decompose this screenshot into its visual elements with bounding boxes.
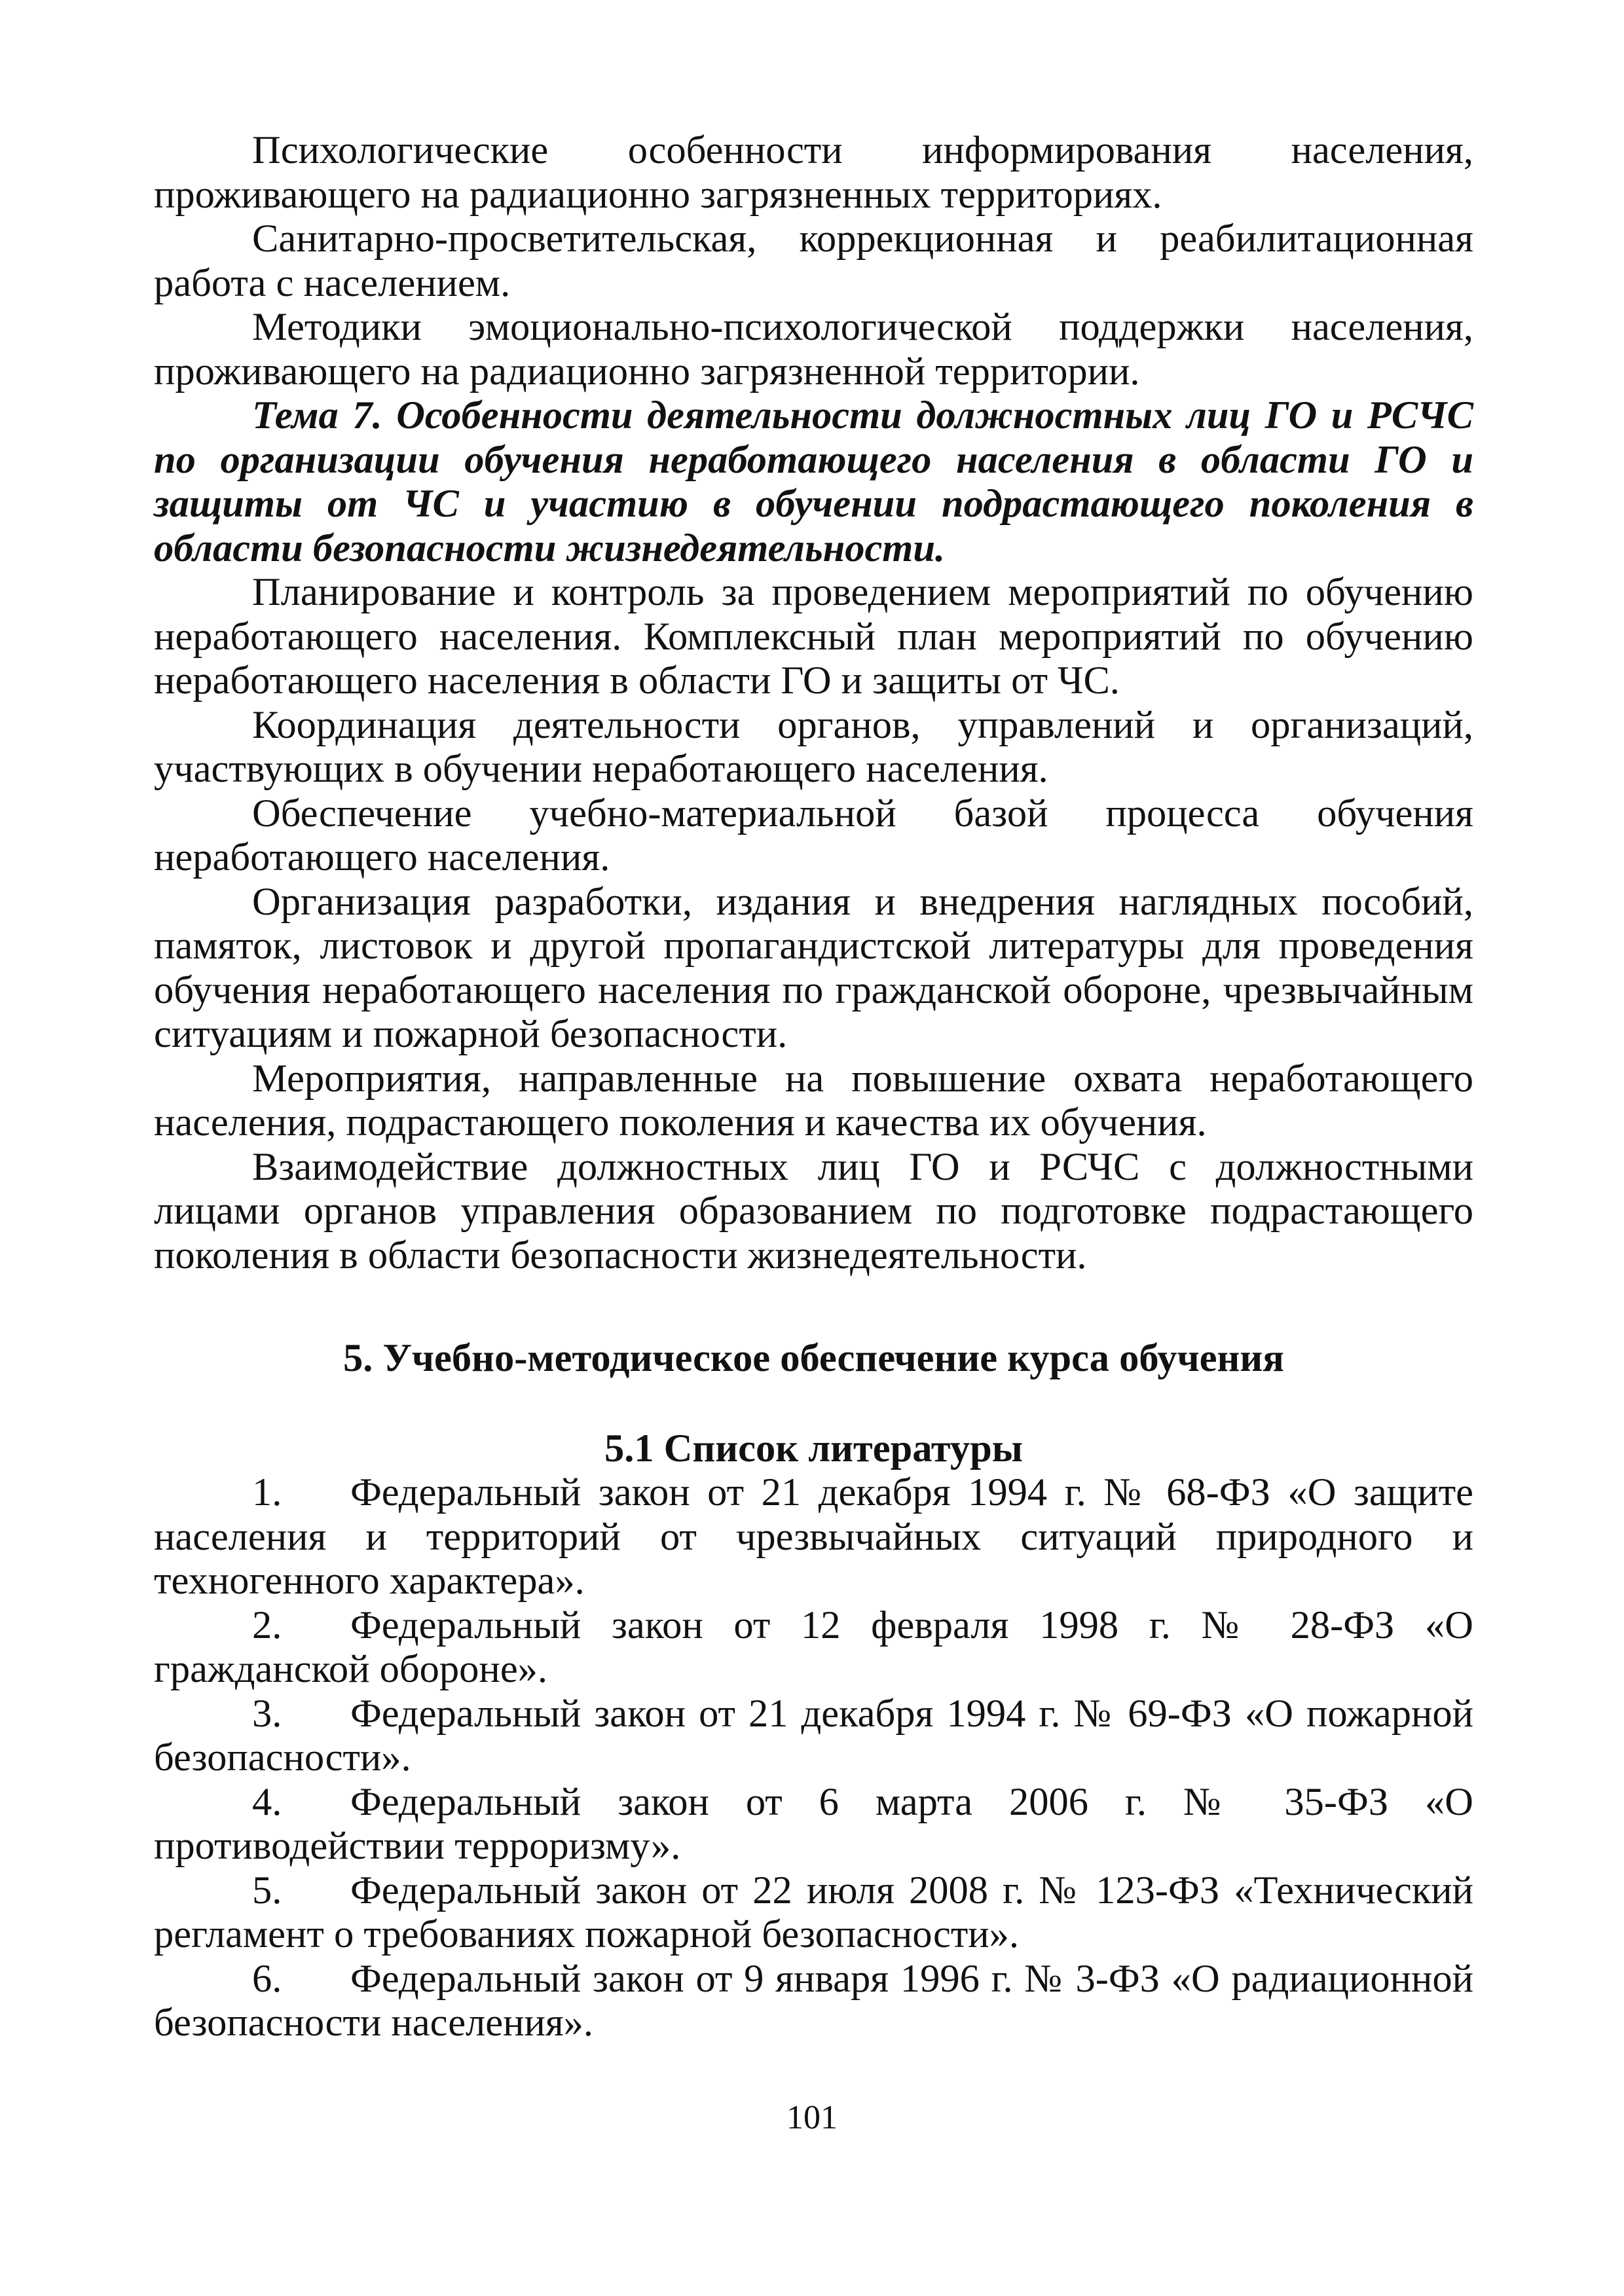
paragraph-planning-control: Планирование и контроль за проведением мероприятий по обучению неработающего населения. Комплексный план мероприятий по обучению неработающего населения в области ГО и защиты от ЧС. — [154, 570, 1473, 702]
paragraph-psychological-support: Методики эмоционально-психологической поддержки населения, проживающего на радиационно загрязненной территории. — [154, 305, 1473, 393]
reference-text: Федеральный закон от 6 марта 2006 г. № 35-ФЗ «О противодействии терроризму». — [154, 1779, 1473, 1868]
paragraph-interaction-education: Взаимодействие должностных лиц ГО и РСЧС с должностными лицами органов управления образованием по подготовке подрастающего поколения в области безопасности жизнедеятельности. — [154, 1144, 1473, 1277]
reference-number: 6. — [252, 1956, 282, 2001]
reference-item — [154, 1780, 1473, 1868]
reference-text: Федеральный закон от 22 июля 2008 г. № 123-ФЗ «Технический регламент о требованиях пожарной безопасности». — [154, 1868, 1473, 1956]
reference-number: 3. — [252, 1691, 282, 1736]
paragraph-visual-aids: Организация разработки, издания и внедрения наглядных пособий, памяток, листовок и другой пропагандистской литературы для проведения обучения неработающего населения по гражданской обороне, чрезвычайным ситуациям и пожарной безопасности. — [154, 879, 1473, 1056]
reference-item — [154, 1470, 1473, 1603]
reference-list — [154, 1470, 1473, 2045]
reference-item — [154, 1692, 1473, 1780]
reference-number: 5. — [252, 1868, 282, 1912]
reference-number: 4. — [252, 1779, 282, 1824]
reference-item — [154, 1957, 1473, 2045]
paragraph-coverage-measures: Мероприятия, направленные на повышение охвата неработающего населения, подрастающего поколения и качества их обучения. — [154, 1056, 1473, 1144]
reference-number: 1. — [252, 1470, 282, 1514]
topic-7-heading: Тема 7. Особенности деятельности должностных лиц ГО и РСЧС по организации обучения неработающего населения в области ГО и защиты от ЧС и участию в обучении подрастающего поколения в области безопасности жизнедеятельности. — [154, 393, 1473, 570]
reference-text: Федеральный закон от 21 декабря 1994 г. № 68-ФЗ «О защите населения и территорий от чрезвычайных ситуаций природного и техногенного характера». — [154, 1470, 1473, 1603]
reference-text: Федеральный закон от 21 декабря 1994 г. № 69-ФЗ «О пожарной безопасности». — [154, 1691, 1473, 1779]
reference-item — [154, 1868, 1473, 1957]
reference-text: Федеральный закон от 12 февраля 1998 г. № 28-ФЗ «О гражданской обороне». — [154, 1603, 1473, 1691]
paragraph-sanitary-education: Санитарно-просветительская, коррекционная и реабилитационная работа с населением. — [154, 217, 1473, 305]
reference-item — [154, 1603, 1473, 1692]
reference-number: 2. — [252, 1603, 282, 1647]
paragraph-material-base: Обеспечение учебно-материальной базой процесса обучения неработающего населения. — [154, 791, 1473, 879]
section-5-heading: 5. Учебно-методическое обеспечение курса обучения — [343, 1336, 1284, 1380]
document-page — [154, 128, 1473, 2045]
page-number: 101 — [786, 2099, 838, 2136]
paragraph-coordination: Координация деятельности органов, управлений и организаций, участвующих в обучении неработающего населения. — [154, 702, 1473, 791]
paragraph-informing-population: Психологические особенности информирования населения, проживающего на радиационно загрязненных территориях. — [154, 128, 1473, 217]
reference-text: Федеральный закон от 9 января 1996 г. № 3-ФЗ «О радиационной безопасности населения». — [154, 1956, 1473, 2045]
section-5-1-heading: 5.1 Список литературы — [604, 1426, 1023, 1470]
